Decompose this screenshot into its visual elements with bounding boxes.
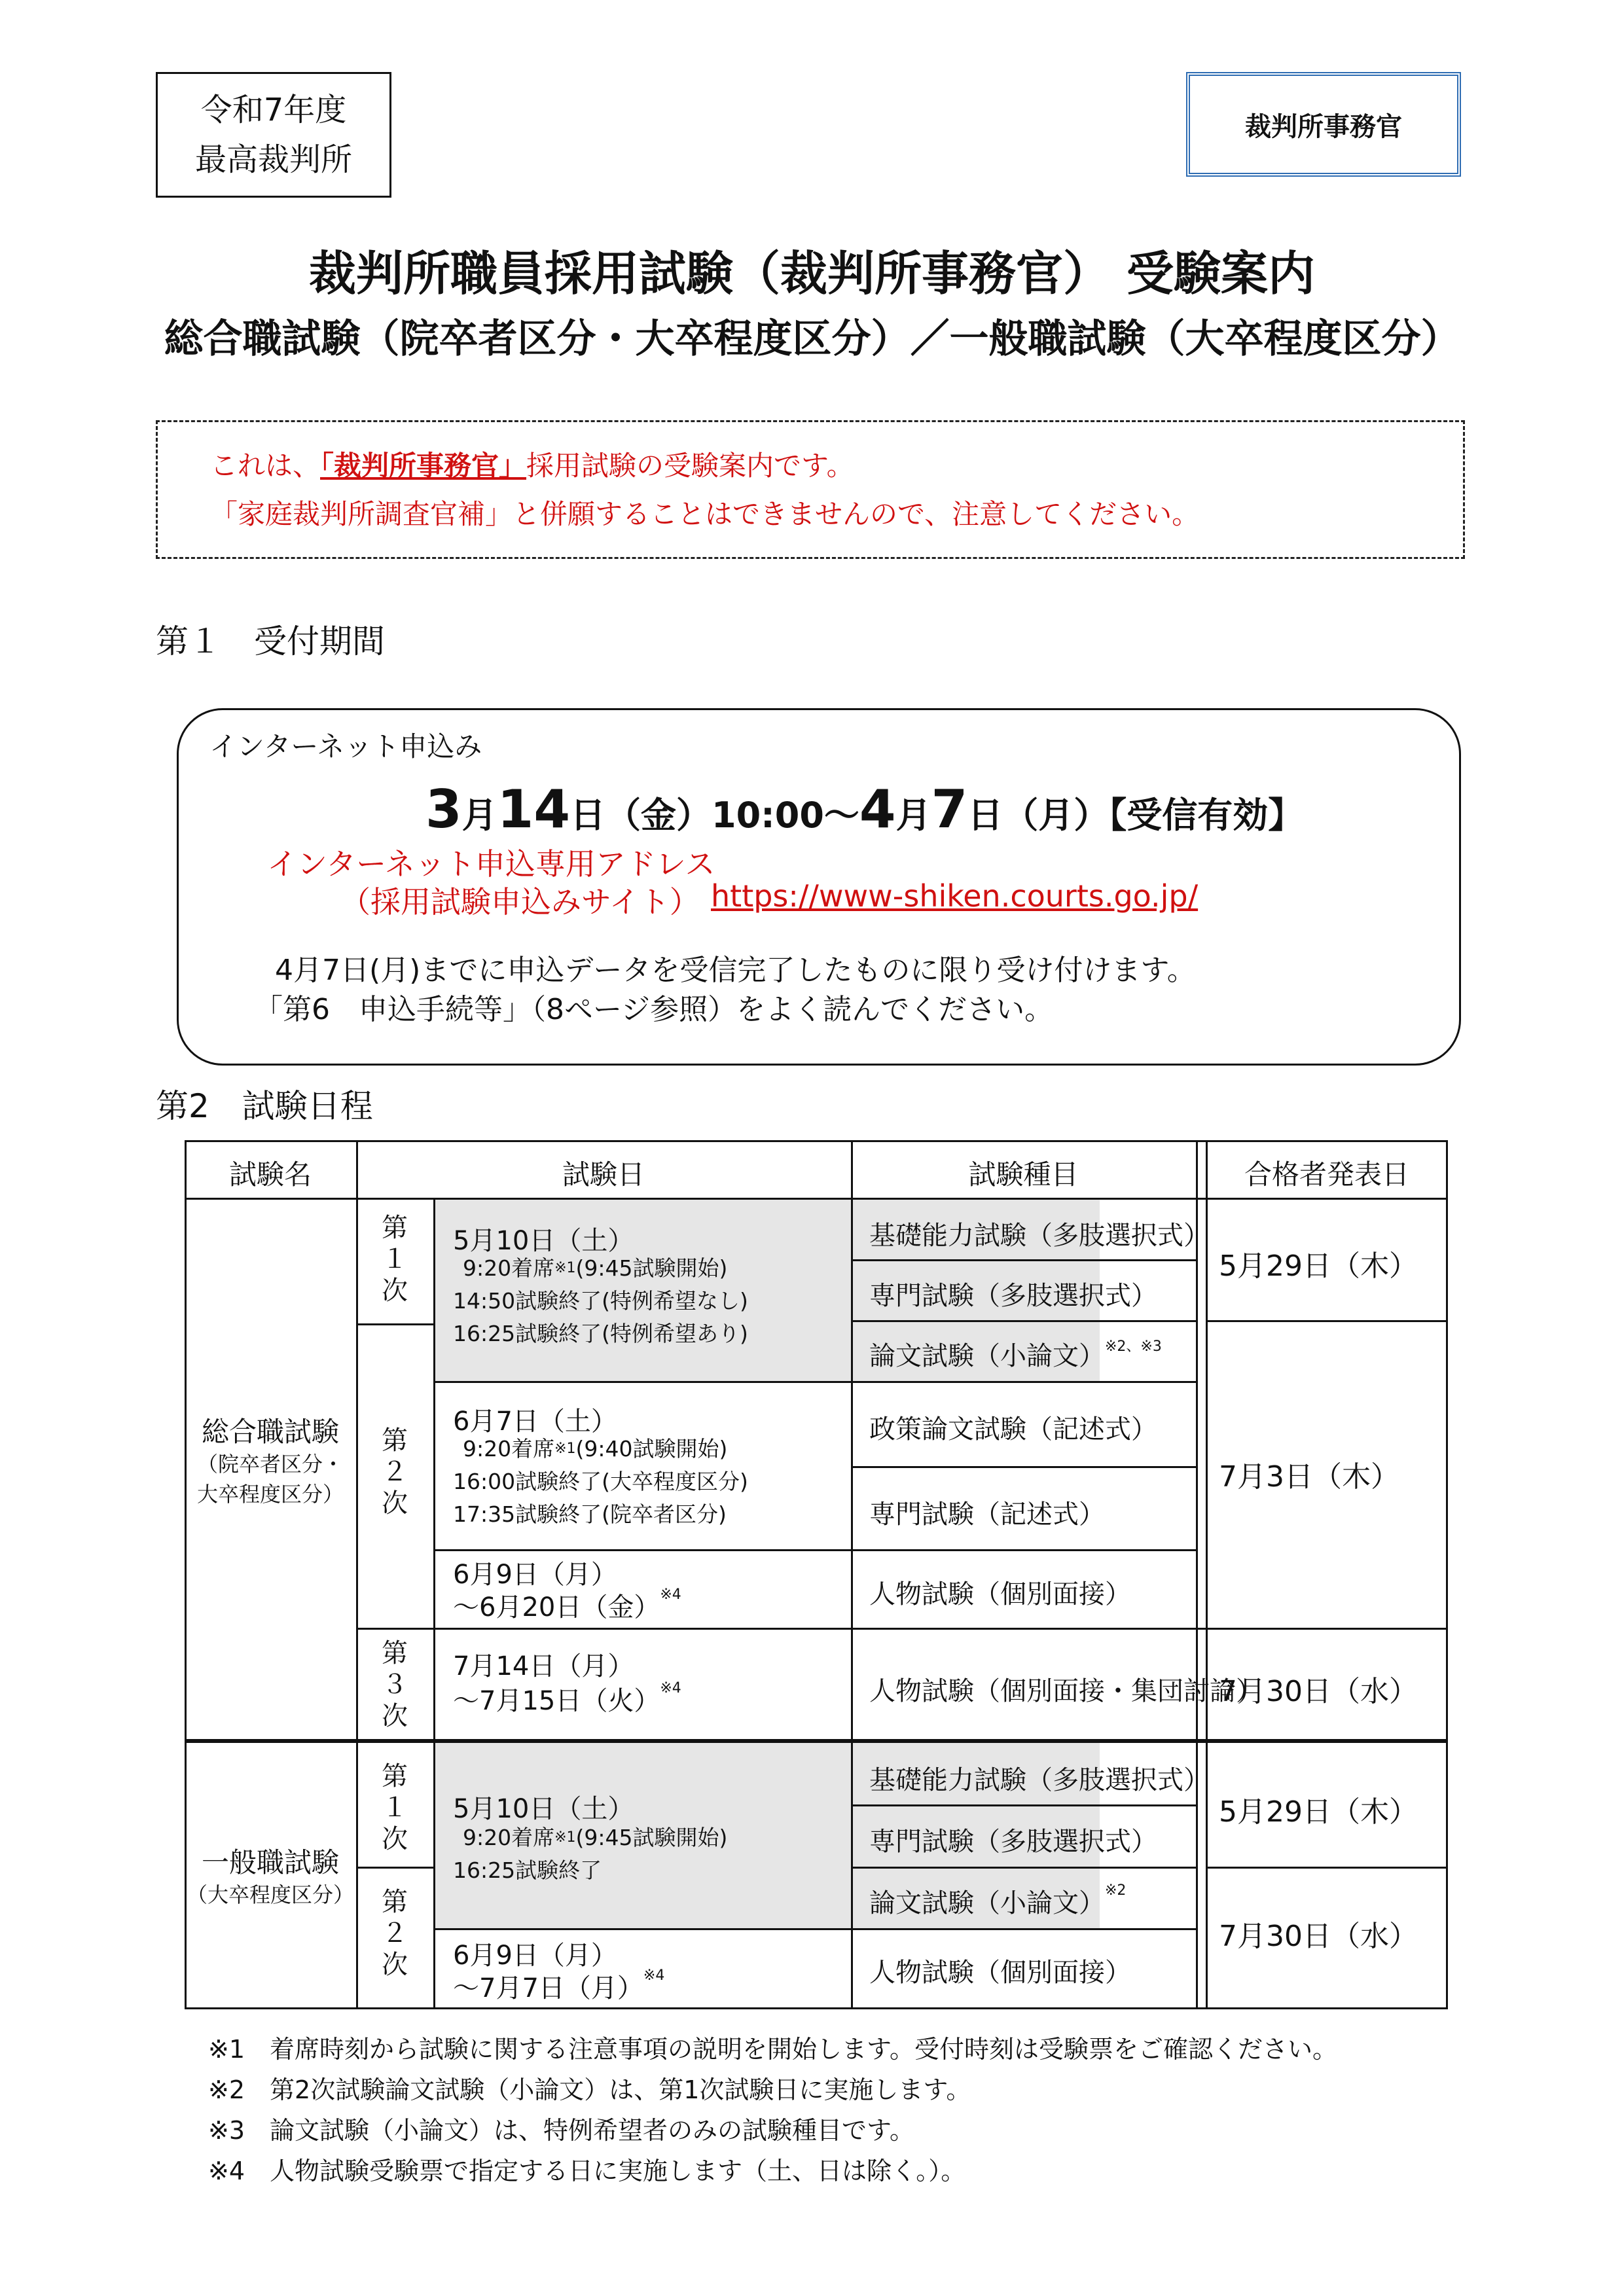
sogo-stage1-seat <box>463 1253 727 1284</box>
application-method: インターネット申込み <box>209 730 482 762</box>
sogo-stage1-end-a: 14:50試験終了(特例希望なし) <box>453 1288 748 1314</box>
sogo-subject-special: 専門試験（多肢選択式） <box>869 1281 1157 1311</box>
sogo-subject-basic: 基礎能力試験（多肢選択式） <box>869 1221 1210 1251</box>
sogo-announce-1: 5月29日（木） <box>1219 1249 1418 1283</box>
notice-pre: これは、 <box>210 450 321 482</box>
sogo-stage2-seat <box>463 1433 727 1465</box>
sogo-stage1-start: (9:45試験開始) <box>575 1255 728 1281</box>
ippan-name: 一般職試験 <box>201 1846 339 1878</box>
site-label: （採用試験申込みサイト） <box>340 884 700 920</box>
schedule-table <box>185 1140 1448 2009</box>
ippan-announce-1: 5月29日（木） <box>1219 1795 1418 1829</box>
period-mid: 日（金）10:00～ <box>570 795 859 836</box>
footnote-3: ※3 論文試験（小論文）は、特例希望者のみの試験種目です。 <box>208 2116 914 2145</box>
exam-name-sogo <box>185 1415 356 1509</box>
application-url-link[interactable]: https://www-shiken.courts.go.jp/ <box>711 878 1199 914</box>
footnote-mark: ※1 <box>554 1260 576 1276</box>
page-title: 裁判所職員採用試験（裁判所事務官） 受験案内 <box>308 246 1316 301</box>
fiscal-year-box <box>156 72 391 198</box>
section2-heading: 第2 試験日程 <box>156 1087 373 1125</box>
fiscal-year: 令和7年度 <box>200 92 347 128</box>
notice-post: 採用試験の受験案内です。 <box>526 450 854 482</box>
notice-line-1 <box>210 442 1463 490</box>
sogo-stage2-date: 6月7日（土） <box>453 1407 617 1437</box>
sogo-sub2: 大卒程度区分） <box>196 1482 344 1507</box>
ippan-stage1-seat-time: 9:20着席 <box>463 1825 555 1850</box>
sogo-stage2-end-a: 16:00試験終了(大卒程度区分) <box>453 1469 748 1494</box>
address-label: インターネット申込専用アドレス <box>267 846 715 882</box>
footnote-1: ※1 着席時刻から試験に関する注意事項の説明を開始します。受付時刻は受験票をご確認ください。 <box>208 2035 1337 2064</box>
ippan-interview-date-1: 6月9日（月） <box>453 1941 617 1971</box>
sogo-stage1-seat-time: 9:20着席 <box>463 1255 555 1281</box>
period-note-2: 「第6 申込手続等」（8ページ参照）をよく読んでください。 <box>254 993 1054 1026</box>
sogo-subject-essay <box>869 1335 1162 1372</box>
sogo-subject-interview-group: 人物試験（個別面接・集団討論） <box>869 1676 1262 1706</box>
sogo-stage-2: 第 ２ 次 <box>382 1426 408 1518</box>
ippan-subject-interview: 人物試験（個別面接） <box>869 1958 1131 1988</box>
sogo-stage3-date-2 <box>453 1680 681 1717</box>
sogo-stage3-date-1: 7月14日（月） <box>453 1651 634 1681</box>
sogo-subject-special-written: 専門試験（記述式） <box>869 1499 1105 1530</box>
ippan-subject-special: 専門試験（多肢選択式） <box>869 1827 1157 1857</box>
sogo-stage-1: 第 １ 次 <box>382 1213 408 1306</box>
section1-heading: 第１ 受付期間 <box>156 622 385 660</box>
ippan-stage1-date: 5月10日（土） <box>453 1794 634 1824</box>
sogo-interview-date-2 <box>453 1587 681 1624</box>
ippan-stage-1: 第 １ 次 <box>382 1761 408 1854</box>
sogo-sub1: （院卒者区分・ <box>196 1452 344 1477</box>
ippan-stage1-seat <box>463 1822 727 1854</box>
sogo-announce-3: 7月30日（水） <box>1219 1675 1418 1708</box>
footnote-2: ※2 第2次試験論文試験（小論文）は、第1次試験日に実施します。 <box>208 2075 971 2104</box>
sogo-stage2-end-b: 17:35試験終了(院卒者区分) <box>453 1501 727 1527</box>
period-month-unit-2: 月 <box>895 795 931 836</box>
sogo-name: 総合職試験 <box>201 1416 339 1448</box>
col-header-announce: 合格者発表日 <box>1244 1158 1409 1191</box>
sogo-announce-2: 7月3日（木） <box>1219 1460 1399 1494</box>
sogo-stage2-start: (9:40試験開始) <box>575 1436 728 1462</box>
col-header-date: 試験日 <box>562 1158 645 1191</box>
col-header-name: 試験名 <box>228 1158 312 1191</box>
category-badge: 裁判所事務官 <box>1186 72 1461 177</box>
ippan-interview-date-2 <box>453 1967 664 2005</box>
sogo-stage1-end-b: 16:25試験終了(特例希望あり) <box>453 1321 748 1346</box>
period-end: 日（月）【受信有効】 <box>967 795 1304 836</box>
period-end-day: 7 <box>931 779 968 840</box>
ippan-stage1-end: 16:25試験終了 <box>453 1857 602 1883</box>
col-header-subject: 試験種目 <box>968 1158 1079 1191</box>
period-month-unit: 月 <box>461 795 497 836</box>
ippan-interview-end: ～7月7日（月） <box>453 1973 643 2003</box>
notice-box <box>156 420 1465 559</box>
footnote-mark: ※2、※3 <box>1105 1338 1162 1355</box>
sogo-stage2-seat-time: 9:20着席 <box>463 1436 555 1462</box>
sogo-interview-date-1: 6月9日（月） <box>453 1560 617 1590</box>
footnote-mark: ※4 <box>643 1967 665 1984</box>
ippan-subject-essay <box>869 1882 1126 1920</box>
period-start-month: 3 <box>425 779 462 840</box>
sogo-essay-label: 論文試験（小論文） <box>869 1341 1105 1371</box>
sogo-stage-3: 第 ３ 次 <box>382 1638 408 1731</box>
sogo-stage1-date: 5月10日（土） <box>453 1226 634 1256</box>
ippan-subject-basic: 基礎能力試験（多肢選択式） <box>869 1765 1210 1795</box>
footnote-mark: ※4 <box>660 1680 681 1696</box>
organization: 最高裁判所 <box>194 141 352 178</box>
period-start-day: 14 <box>497 779 570 840</box>
notice-highlight: 「裁判所事務官」 <box>320 450 527 482</box>
application-period <box>425 779 1303 840</box>
page-subtitle: 総合職試験（院卒者区分・大卒程度区分）／一般職試験（大卒程度区分） <box>164 316 1460 362</box>
ippan-essay-label: 論文試験（小論文） <box>869 1888 1105 1918</box>
footnote-4: ※4 人物試験受験票で指定する日に実施します（土、日は除く。）。 <box>208 2157 966 2185</box>
ippan-stage1-start: (9:45試験開始) <box>575 1825 728 1850</box>
sogo-subject-policy: 政策論文試験（記述式） <box>869 1414 1157 1444</box>
ippan-announce-2: 7月30日（水） <box>1219 1920 1418 1953</box>
ippan-sub: （大卒程度区分） <box>186 1882 354 1907</box>
period-note-1: 4月7日(月)までに申込データを受信完了したものに限り受け付けます。 <box>275 954 1196 987</box>
footnote-mark: ※2 <box>1105 1882 1127 1899</box>
footnote-mark: ※1 <box>554 1829 576 1846</box>
period-end-month: 4 <box>859 779 896 840</box>
notice-line-2: 「家庭裁判所調査官補」と併願することはできませんので、注意してください。 <box>210 498 1200 530</box>
sogo-interview-end: ～6月20日（金） <box>453 1592 660 1623</box>
sogo-subject-interview: 人物試験（個別面接） <box>869 1579 1131 1609</box>
footnote-mark: ※4 <box>660 1587 681 1603</box>
footnote-mark: ※1 <box>554 1441 576 1457</box>
footnotes <box>208 2029 1337 2191</box>
sogo-stage3-end: ～7月15日（火） <box>453 1686 660 1716</box>
exam-name-ippan <box>185 1846 356 1910</box>
ippan-stage-2: 第 ２ 次 <box>382 1887 408 1980</box>
